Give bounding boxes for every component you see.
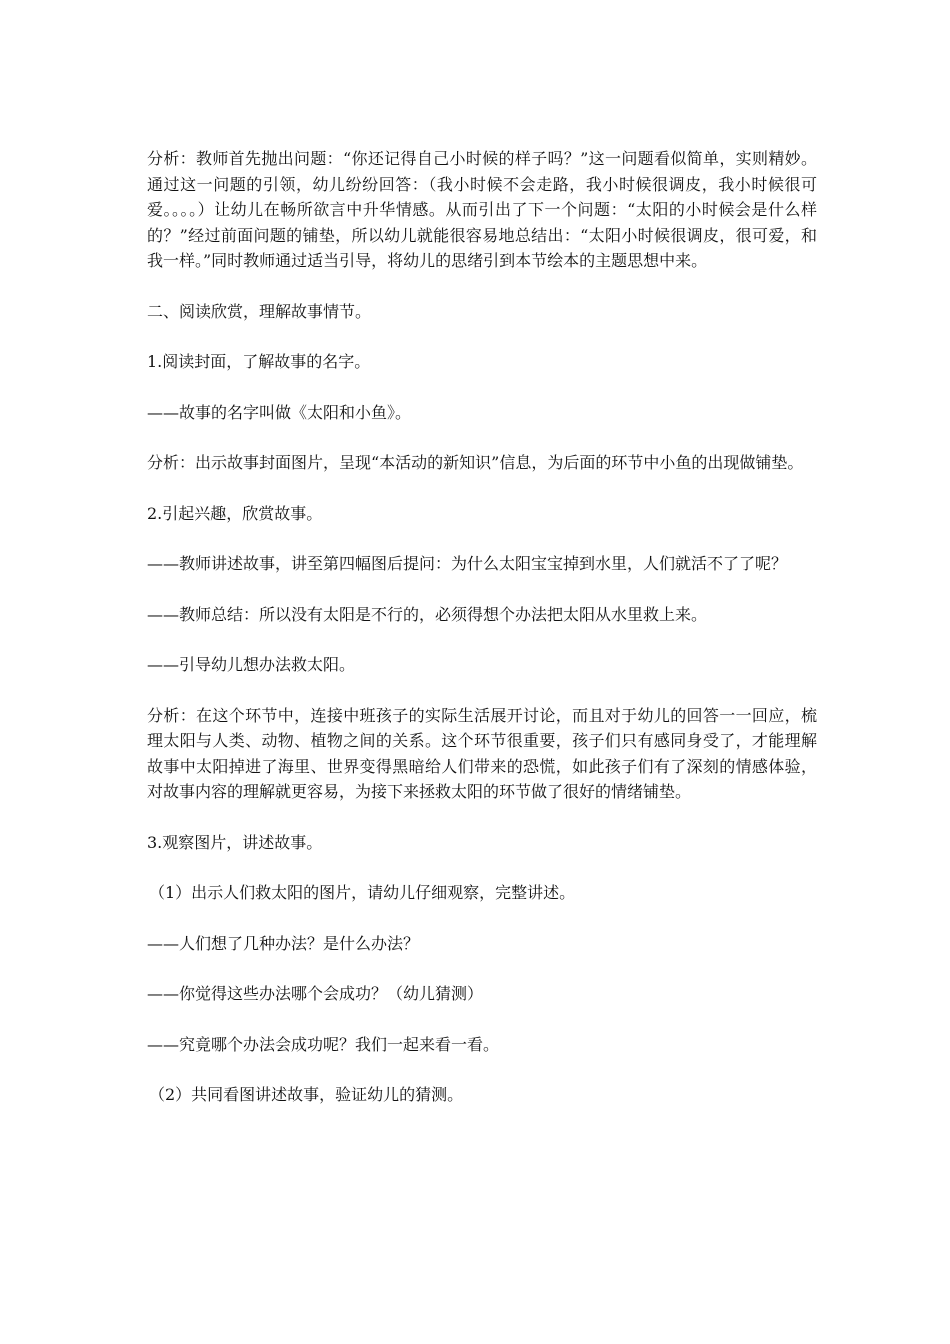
step-heading-1: 1.阅读封面，了解故事的名字。	[147, 352, 371, 371]
question-line-2: ——你觉得这些办法哪个会成功？（幼儿猜测）	[147, 984, 484, 1003]
step-heading-3: 3.观察图片，讲述故事。	[147, 832, 323, 852]
analysis-paragraph-2: 分析：出示故事封面图片，呈现“本活动的新知识”信息，为后面的环节中小鱼的出现做铺垫。	[147, 453, 804, 472]
question-line-3: ——究竟哪个办法会成功呢？我们一起来看一看。	[147, 1034, 500, 1054]
question-line-1: ——人们想了几种办法？是什么办法？	[147, 933, 420, 953]
step-heading-2: 2.引起兴趣，欣赏故事。	[147, 503, 323, 523]
guide-line: ——引导幼儿想办法救太阳。	[147, 655, 356, 674]
teacher-question-line: ——教师讲述故事，讲至第四幅图后提问：为什么太阳宝宝掉到水里，人们就活不了了呢？	[147, 554, 788, 573]
teacher-summary-line: ——教师总结：所以没有太阳是不行的，必须得想个办法把太阳从水里救上来。	[147, 604, 708, 624]
story-name-line: ——故事的名字叫做《太阳和小鱼》。	[147, 402, 412, 422]
document-body	[147, 146, 817, 1133]
analysis-paragraph-1: 分析：教师首先抛出问题：“你还记得自己小时候的样子吗？”这一问题看似简单，实则精妙。通过这一问题的引领，幼儿纷纷回答：（我小时候不会走路，我小时候很调皮，我小时候很可爱。。。。）让幼儿在畅所欲言中升华情感。从而引出了下一个问题：“太阳的小时候会是什么样的？”经过前面问题的铺垫，所以幼儿就能很容易地总结出：“太阳小时候很调皮，很可爱，和我一样。”同时教师通过适当引导，将幼儿的思绪引到本节绘本的主题思想中来。	[147, 149, 817, 270]
substep-2: （2）共同看图讲述故事，验证幼儿的猜测。	[149, 1085, 464, 1104]
substep-1: （1）出示人们救太阳的图片，请幼儿仔细观察，完整讲述。	[149, 883, 576, 902]
section-heading-2: 二、阅读欣赏，理解故事情节。	[147, 301, 372, 321]
analysis-paragraph-3: 分析：在这个环节中，连接中班孩子的实际生活展开讨论，而且对于幼儿的回答一一回应，梳理太阳与人类、动物、植物之间的关系。这个环节很重要，孩子们只有感同身受了，才能理解故事中太阳掉进了海里、世界变得黑暗给人们带来的恐慌，如此孩子们有了深刻的情感体验，对故事内容的理解就更容易，为接下来拯救太阳的环节做了很好的情绪铺垫。	[147, 705, 817, 801]
